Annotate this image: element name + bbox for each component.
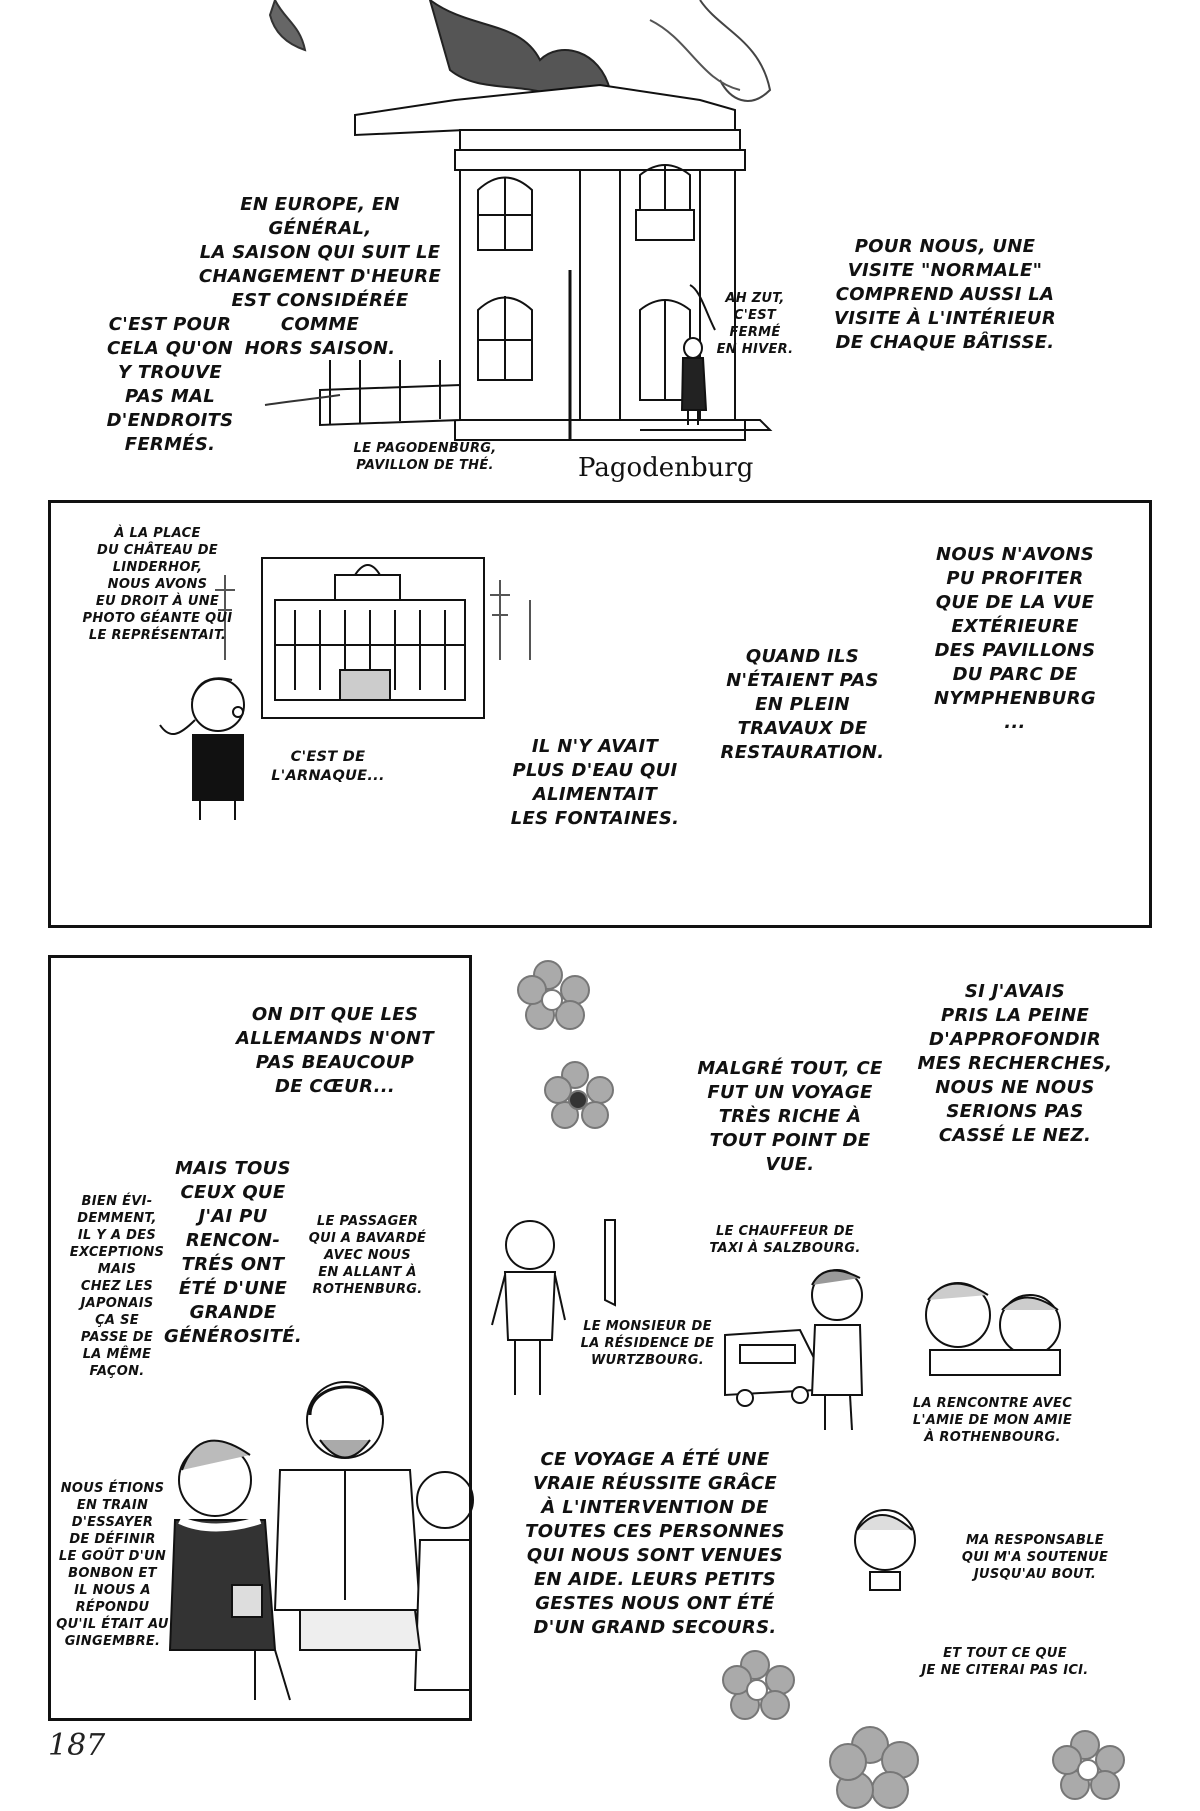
caption-closed-places: C'EST POUR CELA QU'ON Y TROUVE PAS MAL D'ENDROITS FERMÉS. bbox=[106, 314, 234, 455]
taxi-van bbox=[725, 1330, 815, 1406]
label-friend-meeting: LA RENCONTRE AVEC L'AMIE DE MON AMIE À ROTHENBOURG. bbox=[912, 1396, 1073, 1445]
label-pagodenburg-pavilion: LE PAGODENBURG, PAVILLON DE THÉ. bbox=[353, 441, 497, 473]
taxi-driver bbox=[812, 1270, 862, 1430]
caption-ginger-candy: NOUS ÉTIONS EN TRAIN D'ESSAYER DE DÉFINIR LE GOÛT D'UN BONBON ET IL NOUS A RÉPONDU QU'IL ÉTAIT AU GINGEMBRE. bbox=[56, 1481, 169, 1649]
caption-not-cited: ET TOUT CE QUE JE NE CITERAI PAS ICI. bbox=[921, 1646, 1089, 1678]
caption-trip-success: CE VOYAGE A ÉTÉ UNE VRAIE RÉUSSITE GRÂCE À L'INTERVENTION DE TOUTES CES PERSONNES QUI NOUS SONT VENUES EN AIDE. LEURS PETITS GESTES NOUS ONT ÉTÉ D'UN GRAND SECOURS. bbox=[525, 1449, 785, 1638]
caption-great-generosity: MAIS TOUS CEUX QUE J'AI PU RENCON- TRÉS ONT ÉTÉ D'UNE GRANDE GÉNÉROSITÉ. bbox=[164, 1158, 302, 1347]
friends-pair bbox=[926, 1283, 1060, 1375]
caption-restoration: QUAND ILS N'ÉTAIENT PAS EN PLEIN TRAVAUX DE RESTAURATION. bbox=[720, 646, 885, 763]
label-residence-man: LE MONSIEUR DE LA RÉSIDENCE DE WURTZBOURG. bbox=[580, 1319, 715, 1368]
signature-pagodenburg: Pagodenburg bbox=[578, 453, 754, 483]
caption-giant-photo: À LA PLACE DU CHÂTEAU DE LINDERHOF, NOUS AVONS EU DROIT À UNE PHOTO GÉANTE QUI LE REPRÉSENTAIT. bbox=[82, 526, 233, 643]
caption-germans-heart: ON DIT QUE LES ALLEMANDS N'ONT PAS BEAUCOUP DE CŒUR... bbox=[236, 1004, 434, 1097]
caption-rich-trip: MALGRÉ TOUT, CE FUT UN VOYAGE TRÈS RICHE À TOUT POINT DE VUE. bbox=[697, 1058, 883, 1175]
caption-research: SI J'AVAIS PRIS LA PEINE D'APPROFONDIR MES RECHERCHES, NOUS NE NOUS SERIONS PAS CASSÉ LE NEZ. bbox=[917, 981, 1113, 1146]
caption-exceptions: BIEN ÉVI- DEMMENT, IL Y A DES EXCEPTIONS MAIS CHEZ LES JAPONAIS ÇA SE PASSE DE LA MÊME FAÇON. bbox=[69, 1194, 165, 1379]
manager-head bbox=[855, 1510, 915, 1590]
caption-no-water: IL N'Y AVAIT PLUS D'EAU QUI ALIMENTAIT LES FONTAINES. bbox=[510, 736, 680, 829]
caption-exterior-view: NOUS N'AVONS PU PROFITER QUE DE LA VUE EXTÉRIEURE DES PAVILLONS DU PARC DE NYMPHENBURG ... bbox=[934, 544, 1096, 733]
label-manager: MA RESPONSABLE QUI M'A SOUTENUE JUSQU'AU BOUT. bbox=[961, 1533, 1109, 1582]
caption-europe-season: EN EUROPE, EN GÉNÉRAL, LA SAISON QUI SUIT LE CHANGEMENT D'HEURE EST CONSIDÉRÉE COMME HORS SAISON. bbox=[198, 194, 442, 359]
caption-passenger: LE PASSAGER QUI A BAVARDÉ AVEC NOUS EN ALLANT À ROTHENBURG. bbox=[308, 1214, 427, 1297]
label-taxi-driver: LE CHAUFFEUR DE TAXI À SALZBOURG. bbox=[709, 1224, 861, 1256]
speech-closed-winter: AH ZUT, C'EST FERMÉ EN HIVER. bbox=[716, 291, 794, 357]
tree-foliage bbox=[270, 0, 770, 101]
page-number: 187 bbox=[48, 1728, 106, 1763]
caption-normal-visit: POUR NOUS, UNE VISITE "NORMALE" COMPREND AUSSI LA VISITE À L'INTÉRIEUR DE CHAQUE BÂTISSE. bbox=[834, 236, 1056, 353]
speech-scam: C'EST DE L'ARNAQUE... bbox=[271, 749, 385, 784]
